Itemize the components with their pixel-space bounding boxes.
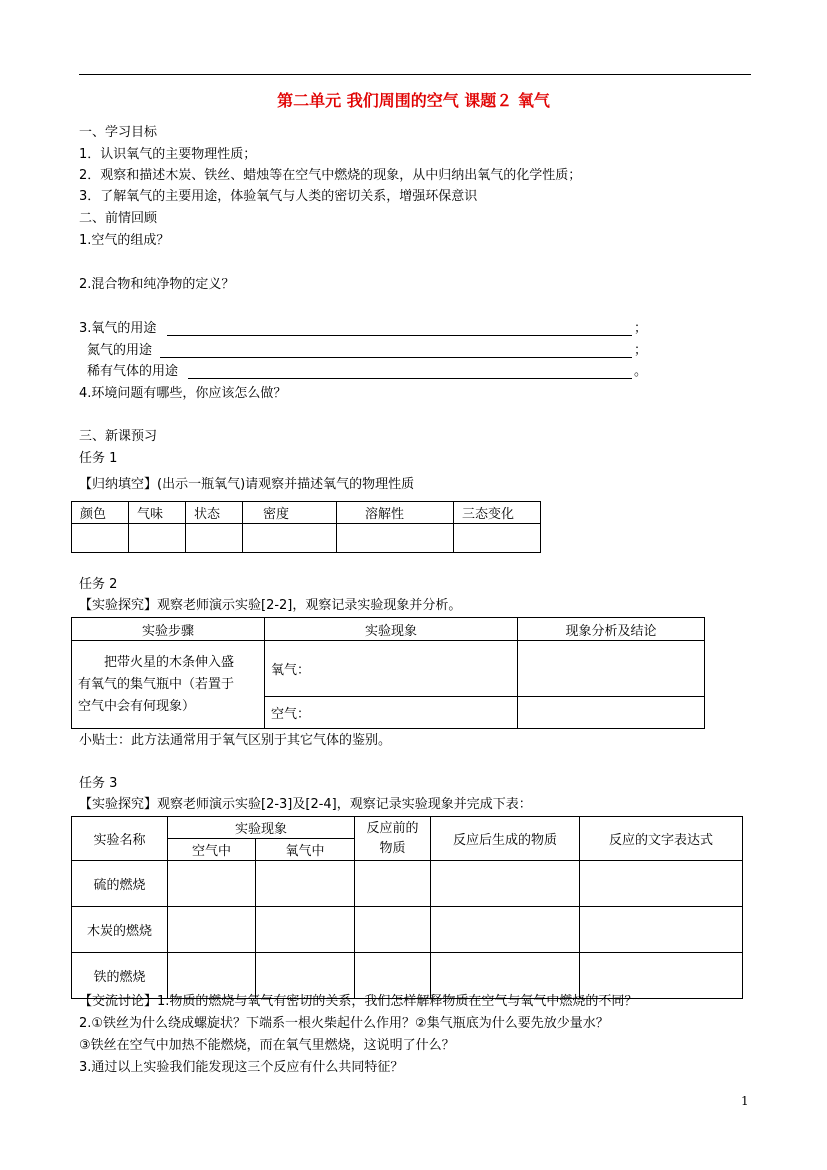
- answer-cell[interactable]: [431, 861, 580, 907]
- review-q2: 2.混合物和纯净物的定义？: [79, 277, 235, 292]
- header-word-equation: 反应的文字表达式: [580, 817, 743, 861]
- answer-cell[interactable]: [256, 953, 355, 999]
- header-reactants-line1: 反应前的: [366, 820, 419, 836]
- step-cell: [72, 641, 265, 729]
- semicolon: ；: [634, 343, 648, 358]
- step-line-1: 把带火星的木条伸入盛: [104, 654, 235, 670]
- answer-cell[interactable]: [355, 953, 431, 999]
- step-line-3: 空气中会有何现象）: [78, 698, 196, 714]
- step-line-2: 有氧气的集气瓶中（若置于: [78, 676, 235, 692]
- analysis-cell[interactable]: [518, 697, 705, 729]
- header-products: 反应后生成的物质: [431, 817, 580, 861]
- analysis-cell[interactable]: [518, 641, 705, 697]
- answer-cell[interactable]: [256, 907, 355, 953]
- oxygen-label: 氧气：: [271, 663, 311, 678]
- air-label: 空气：: [271, 707, 311, 722]
- discussion-3: ③铁丝在空气中加热不能燃烧，而在氧气里燃烧，这说明了什么？: [79, 1038, 455, 1053]
- task1-intro: 【归纳填空】(出示一瓶氧气)请观察并描述氧气的物理性质: [79, 477, 415, 492]
- task1-table: [71, 501, 541, 553]
- row-charcoal: 木炭的燃烧: [72, 907, 168, 953]
- discussion-4: 3.通过以上实验我们能发现这三个反应有什么共同特征？: [79, 1060, 404, 1075]
- answer-cell[interactable]: [72, 524, 129, 553]
- objective-1: 1．认识氧气的主要物理性质；: [79, 147, 257, 162]
- header-reactants-line2: 物质: [379, 840, 406, 856]
- answer-cell[interactable]: [431, 953, 580, 999]
- header-experiment-name: 实验名称: [72, 817, 168, 861]
- task2-label: 任务 2: [79, 577, 118, 592]
- answer-cell[interactable]: [168, 907, 256, 953]
- header-phase-change: 三态变化: [454, 502, 541, 524]
- review-q1: 1.空气的组成？: [79, 233, 170, 248]
- page-title: 第二单元 我们周围的空气 课题２ 氧气: [277, 91, 550, 110]
- answer-cell[interactable]: [454, 524, 541, 553]
- task2-tip: 小贴士：此方法通常用于氧气区别于其它气体的鉴别。: [79, 733, 392, 748]
- review-q3-oxygen: 3.氧气的用途: [79, 321, 157, 336]
- task2-table: [71, 617, 705, 729]
- semicolon: ；: [634, 321, 648, 336]
- answer-cell[interactable]: [431, 907, 580, 953]
- objective-3: 3．了解氧气的主要用途，体验氧气与人类的密切关系，增强环保意识: [79, 189, 478, 204]
- section2-heading: 二、前情回顾: [79, 211, 158, 226]
- section3-heading: 三、新课预习: [79, 429, 158, 444]
- answer-cell[interactable]: [355, 907, 431, 953]
- oxygen-observation-cell[interactable]: [265, 641, 518, 697]
- task3-intro: 【实验探究】观察老师演示实验[2-3]及[2-4]，观察记录实验现象并完成下表：: [79, 797, 532, 812]
- task3-table: [71, 816, 743, 999]
- task3-label: 任务 3: [79, 776, 118, 791]
- answer-cell[interactable]: [129, 524, 186, 553]
- answer-cell[interactable]: [580, 953, 743, 999]
- header-rule: [79, 74, 751, 75]
- header-solubility: 溶解性: [337, 502, 454, 524]
- review-q4: 4.环境问题有哪些，你应该怎么做？: [79, 386, 287, 401]
- answer-cell[interactable]: [355, 861, 431, 907]
- header-density: 密度: [243, 502, 337, 524]
- header-state: 状态: [186, 502, 243, 524]
- discussion-2: 2.①铁丝为什么绕成螺旋状？下端系一根火柴起什么作用？②集气瓶底为什么要先放少量水？: [79, 1016, 609, 1031]
- answer-cell[interactable]: [243, 524, 337, 553]
- answer-line-nitrogen[interactable]: [160, 357, 632, 358]
- row-sulfur: 硫的燃烧: [72, 861, 168, 907]
- header-in-air: 空气中: [168, 839, 256, 861]
- task1-label: 任务 1: [79, 451, 118, 466]
- air-observation-cell[interactable]: [265, 697, 518, 729]
- header-in-oxygen: 氧气中: [256, 839, 355, 861]
- section1-heading: 一、学习目标: [79, 125, 158, 140]
- answer-cell[interactable]: [168, 953, 256, 999]
- answer-cell[interactable]: [580, 907, 743, 953]
- header-analysis: 现象分析及结论: [518, 618, 705, 641]
- answer-cell[interactable]: [168, 861, 256, 907]
- review-q3-nitrogen: 氮气的用途: [87, 343, 153, 358]
- review-q3-noble: 稀有气体的用途: [87, 364, 179, 379]
- period: 。: [634, 364, 648, 379]
- header-reactants: [355, 817, 431, 861]
- header-phenomenon: 实验现象: [265, 618, 518, 641]
- answer-cell[interactable]: [186, 524, 243, 553]
- task2-intro: 【实验探究】观察老师演示实验[2-2]，观察记录实验现象并分析。: [79, 598, 462, 613]
- answer-cell[interactable]: [580, 861, 743, 907]
- objective-2: 2．观察和描述木炭、铁丝、蜡烛等在空气中燃烧的现象，从中归纳出氧气的化学性质；: [79, 168, 582, 183]
- header-color: 颜色: [72, 502, 129, 524]
- page-number: 1: [741, 1094, 749, 1108]
- answer-cell[interactable]: [337, 524, 454, 553]
- answer-cell[interactable]: [256, 861, 355, 907]
- header-phenomenon: 实验现象: [168, 817, 355, 839]
- header-steps: 实验步骤: [72, 618, 265, 641]
- row-iron: 铁的燃烧: [72, 953, 168, 999]
- discussion-1: 【交流讨论】1.物质的燃烧与氧气有密切的关系，我们怎样解释物质在空气与氧气中燃烧的不同？: [79, 994, 638, 1009]
- answer-line-oxygen[interactable]: [167, 335, 632, 336]
- answer-line-noble[interactable]: [188, 378, 632, 379]
- header-odor: 气味: [129, 502, 186, 524]
